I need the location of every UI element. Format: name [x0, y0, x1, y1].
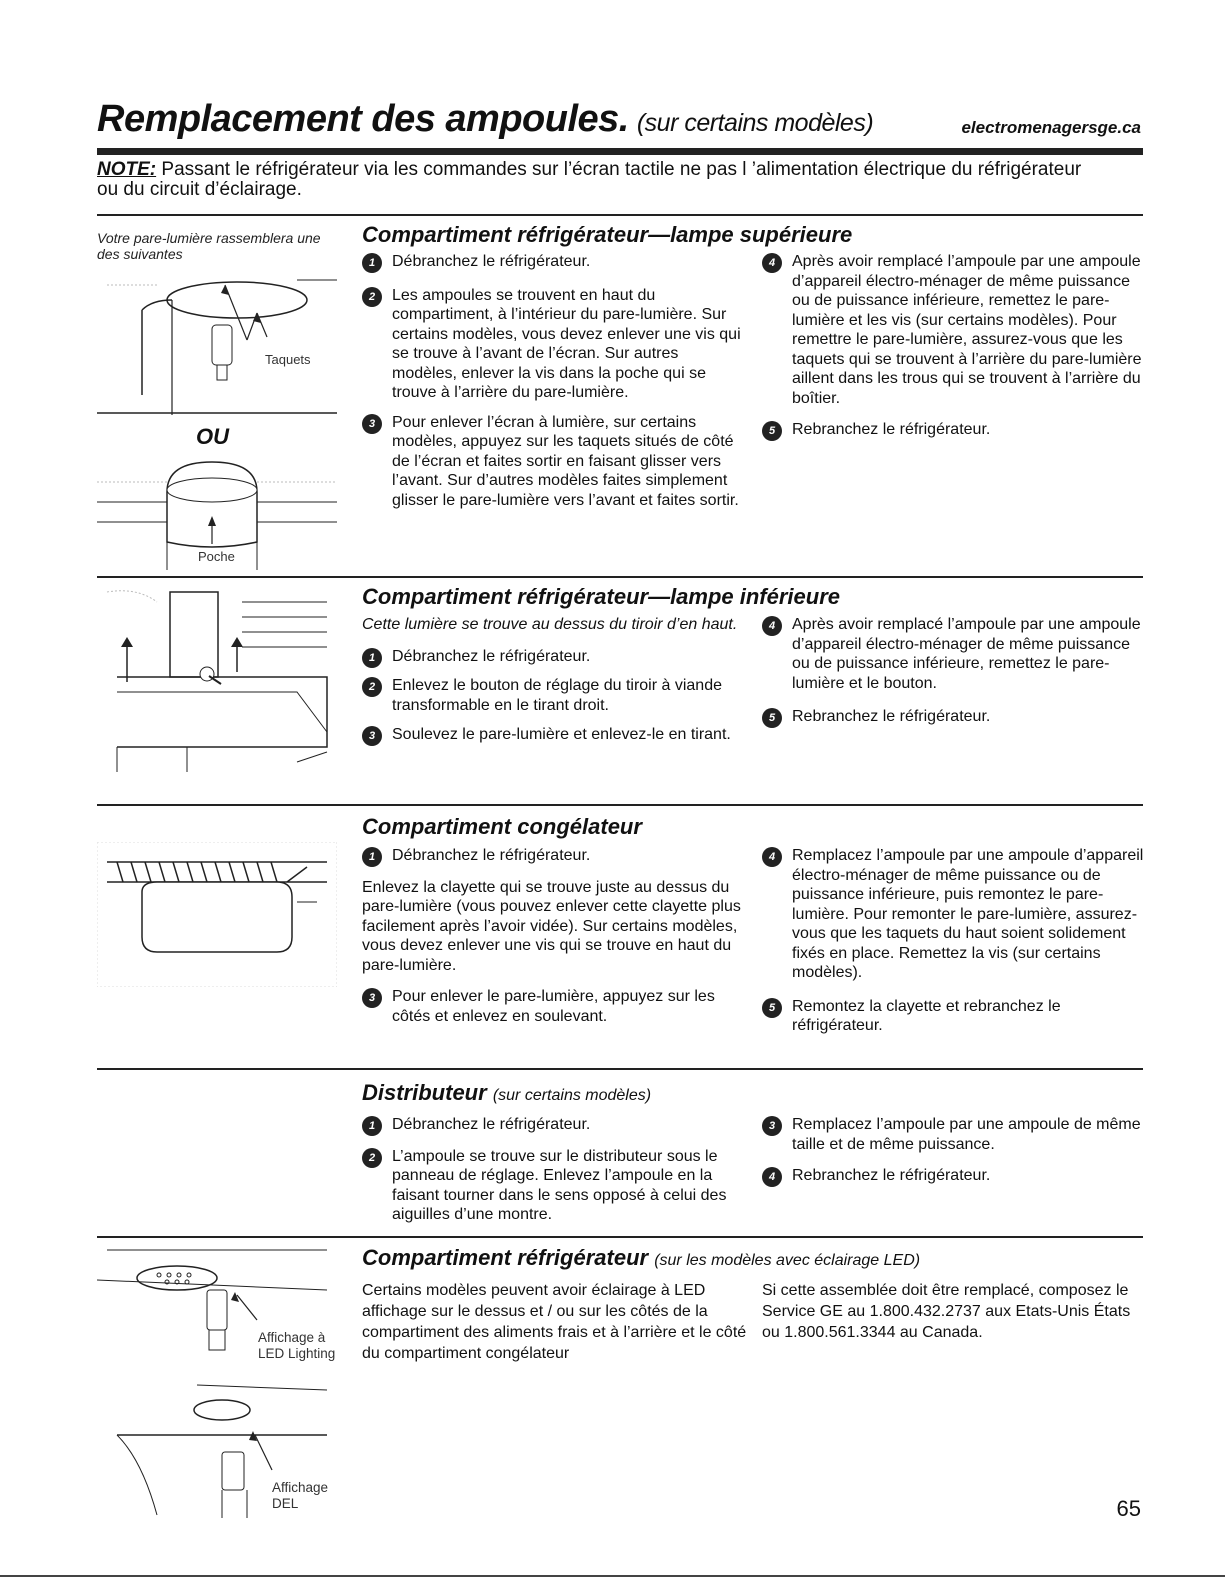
- step-number: 4: [762, 1167, 782, 1187]
- website: electromenagersge.ca: [961, 118, 1141, 137]
- step-number: 3: [362, 988, 382, 1008]
- light-shield-illustration-taquets: [97, 265, 337, 425]
- note-label: NOTE:: [97, 159, 157, 180]
- section-1-right-column: [762, 252, 1144, 450]
- step-text: Débranchez le réfrigérateur.: [392, 847, 591, 864]
- step: [362, 725, 744, 745]
- or-label: OU: [196, 424, 229, 449]
- header-rule: [97, 148, 1143, 155]
- step: [762, 615, 1144, 693]
- poche-label: Poche: [198, 549, 235, 564]
- step: [762, 252, 1144, 408]
- step: [362, 846, 744, 866]
- section-title-main: Distributeur: [362, 1080, 487, 1105]
- step-text: Débranchez le réfrigérateur.: [392, 647, 591, 665]
- step-number: 5: [762, 998, 782, 1018]
- taquets-label: Taquets: [265, 352, 311, 367]
- step: [362, 252, 744, 272]
- section-3-right-column: [762, 846, 1144, 1046]
- step-number: 3: [362, 414, 382, 434]
- step: [762, 997, 1144, 1036]
- step-number: 2: [362, 1148, 382, 1168]
- section-4-left-column: [362, 1115, 744, 1235]
- step-text: L’ampoule se trouve sur le distributeur sous le panneau de réglage. Enlevez l’ampoule en la faisant tourner dans le sens opposé à celui des aiguilles d’une montre.: [392, 1147, 727, 1223]
- note-text: Passant le réfrigérateur via les commandes sur l’écran tactile ne pas l ’alimentation électrique du réfrigérateur ou du circuit d’éclairage.: [97, 159, 1082, 200]
- step-number: 5: [762, 421, 782, 441]
- step-number: 4: [762, 616, 782, 636]
- step-number: 4: [762, 253, 782, 273]
- bottom-rule: [0, 1575, 1225, 1577]
- page-title-main: Remplacement des ampoules.: [97, 98, 629, 140]
- step-text: Après avoir remplacé l’ampoule par une ampoule d’appareil électro-ménager de même puissance ou de puissance inférieure, remettez le pare-lumière et le bouton.: [792, 616, 1141, 692]
- note: [97, 160, 1097, 200]
- step-number: 1: [362, 1116, 382, 1136]
- section-divider: [97, 1236, 1143, 1238]
- step-text: Débranchez le réfrigérateur.: [392, 1116, 591, 1133]
- led-info-right: Si cette assemblée doit être remplacé, composez le Service GE au 1.800.432.2737 aux Etats-Unis États ou 1.800.561.3344 au Canada.: [762, 1282, 1131, 1341]
- step: [762, 420, 1144, 440]
- step: [362, 1115, 744, 1135]
- section-title-upper-light: Compartiment réfrigérateur—lampe supérieure: [362, 222, 853, 247]
- section-divider: [97, 214, 1143, 216]
- section-divider: [97, 804, 1143, 806]
- freezer-light-illustration: [97, 842, 337, 987]
- section-paragraph: Enlevez la clayette qui se trouve juste au dessus du pare-lumière (vous pouvez enlever cette clayette plus facilement après l’avoir vidée). Sur certains modèles, vous devez enlever une vis qui se trouve en haut du pare-lumière.: [362, 878, 741, 974]
- step-text: Les ampoules se trouvent en haut du compartiment, à l’intérieur du pare-lumière. Sur certains modèles, vous devez enlever une vis qui se trouve à l’avant de l’écran. Sur autres modèles, enlever la vis dans la poche qui se trouve à l’arrière du pare-lumière.: [392, 286, 741, 401]
- step-text: Soulevez le pare-lumière et enlevez-le en tirant.: [392, 726, 731, 743]
- section-title-freezer: Compartiment congélateur: [362, 814, 642, 839]
- section-2-left-column: [362, 615, 744, 755]
- step-text: Remplacez l’ampoule par une ampoule de même taille et de même puissance.: [792, 1116, 1141, 1153]
- step-text: Rebranchez le réfrigérateur.: [792, 421, 991, 438]
- step-number: 5: [762, 708, 782, 728]
- section-4-right-column: [762, 1115, 1144, 1196]
- page-title: [97, 98, 873, 141]
- step-text: Pour enlever l’écran à lumière, sur certains modèles, appuyez sur les taquets situés de côté de l’écran et faites sortir en faisant glisser vers l’avant. Sur d’autres modèles faites simplement glisser le pare-lumière vers l’avant et faites sortir.: [392, 413, 739, 509]
- step-text: Remplacez l’ampoule par une ampoule d’appareil électro-ménager de même puissance ou de puissance inférieure, puis remontez le pare-lumière. Pour remonter le pare-lumière, assurez-vous que les taquets du haut soient solidement fixés en place. Remettez la vis (sur certains modèles).: [792, 847, 1144, 981]
- step: [362, 647, 744, 667]
- section-2-right-column: [762, 615, 1144, 737]
- section-title-dispenser: [362, 1080, 651, 1106]
- section-title-main: Compartiment réfrigérateur: [362, 1245, 649, 1270]
- step: [362, 676, 744, 715]
- section-divider: [97, 576, 1143, 578]
- page-title-subtitle: (sur certains modèles): [636, 109, 874, 137]
- step-number: 1: [362, 847, 382, 867]
- section-title-lower-light: Compartiment réfrigérateur—lampe inférieure: [362, 584, 841, 609]
- step-text: Débranchez le réfrigérateur.: [392, 253, 591, 270]
- step-number: 2: [362, 287, 382, 307]
- step-text: Pour enlever le pare-lumière, appuyez sur les côtés et enlevez en soulevant.: [392, 988, 715, 1025]
- section-title-led: [362, 1245, 920, 1271]
- step: [762, 1115, 1144, 1154]
- section-title-sub: (sur les modèles avec éclairage LED): [654, 1252, 921, 1269]
- step-number: 3: [362, 726, 382, 746]
- step-text: Rebranchez le réfrigérateur.: [792, 708, 991, 725]
- lower-light-illustration: [97, 582, 337, 772]
- step: [362, 1147, 744, 1225]
- step-number: 4: [762, 847, 782, 867]
- section-1-left-column: [362, 252, 744, 520]
- step-number: 3: [762, 1116, 782, 1136]
- section-divider: [97, 1068, 1143, 1070]
- step-number: 1: [362, 253, 382, 273]
- step-text: Rebranchez le réfrigérateur.: [792, 1167, 991, 1184]
- step: [362, 413, 744, 511]
- step-text: Remontez la clayette et rebranchez le réfrigérateur.: [792, 997, 1061, 1034]
- section-intro: Cette lumière se trouve au dessus du tiroir d’en haut.: [362, 616, 738, 633]
- page-number: 65: [1116, 1496, 1141, 1521]
- step: [362, 987, 744, 1026]
- step-text: Après avoir remplacé l’ampoule par une ampoule d’appareil électro-ménager de même puissance ou de puissance inférieure, remettez le pare-lumière et les vis (sur certains modèles). Pour remettre le pare-lumière, assurez-vous que les taquets qui se trouvent à l’arrière du pare-lumière aillent dans les trous qui se trouvent à l’arrière du boîtier.: [792, 253, 1142, 407]
- illustration-caption: Votre pare-lumière rassemblera une des suivantes: [97, 230, 321, 262]
- step-number: 1: [362, 648, 382, 668]
- step-text: Enlevez le bouton de réglage du tiroir à viande transformable en le tirant droit.: [392, 677, 722, 714]
- step: [762, 707, 1144, 727]
- step: [362, 286, 744, 403]
- affichage-del-label: Affichage DEL: [272, 1480, 329, 1511]
- step: [762, 1166, 1144, 1186]
- step-number: 2: [362, 677, 382, 697]
- led-info-left: Certains modèles peuvent avoir éclairage à LED affichage sur le dessus et / ou sur les côtés de la compartiment des aliments frais et à l’arrière et le côté du compartiment congélateur: [362, 1282, 747, 1362]
- step: [762, 846, 1144, 983]
- section-3-left-column: [362, 846, 744, 1036]
- led-lighting-illustration: [97, 1240, 337, 1520]
- affichage-led-label: Affichage à LED Lighting: [258, 1330, 336, 1361]
- section-title-sub: (sur certains modèles): [492, 1087, 652, 1104]
